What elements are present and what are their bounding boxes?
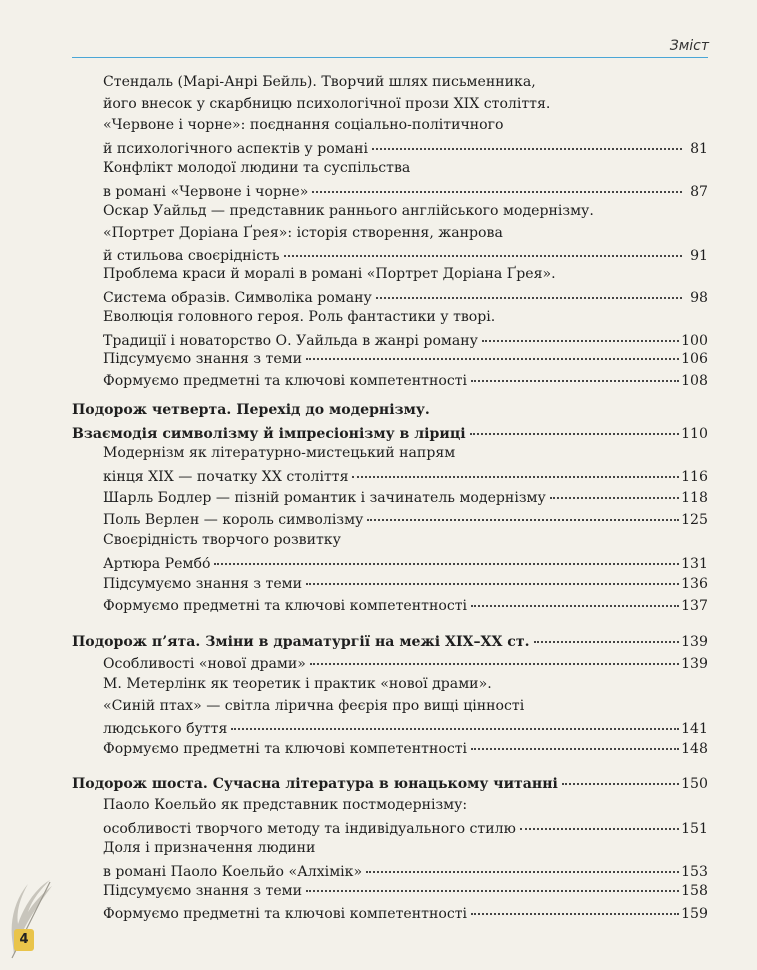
toc-page-number: 153 xyxy=(681,863,708,880)
toc-entry xyxy=(103,902,708,926)
toc-entry-line: М. Метерлінк як теоретик і практик «нової драми». xyxy=(103,676,492,692)
dot-leader xyxy=(562,769,679,785)
dot-leader xyxy=(550,483,679,499)
toc-entry xyxy=(103,72,708,160)
toc-entry xyxy=(103,594,708,618)
dot-leader xyxy=(214,549,679,565)
toc-entry-line: Формуємо предметні та ключові компетентності xyxy=(103,598,468,614)
toc-entry xyxy=(103,201,708,268)
toc-entry-line: особливості творчого методу та індивідуального стилю xyxy=(103,820,516,837)
dot-leader xyxy=(372,134,682,150)
toc-page-number: 100 xyxy=(681,332,708,349)
dot-leader xyxy=(284,241,682,257)
dot-leader xyxy=(471,734,679,750)
dot-leader xyxy=(482,326,679,342)
toc-section-heading xyxy=(72,400,708,445)
toc-page-number: 91 xyxy=(690,248,708,264)
toc-entry-line: Еволюція головного героя. Роль фантастики у творі. xyxy=(103,309,496,325)
toc-entry xyxy=(103,158,708,203)
toc-entry-line: й стильова своєрідність xyxy=(103,248,280,264)
toc-entry-line: й психологічного аспектів у романі xyxy=(103,140,368,157)
toc-page-number: 136 xyxy=(681,576,708,592)
dot-leader xyxy=(471,366,679,382)
toc-entry xyxy=(103,737,708,761)
feather-quill-icon xyxy=(0,862,70,962)
toc-entry-line: Формуємо предметні та ключові компетентності xyxy=(103,373,468,389)
toc-entry-line: Поль Верлен — король символізму xyxy=(103,512,364,528)
toc-page-number: 139 xyxy=(681,656,708,672)
header-rule xyxy=(72,57,708,58)
toc-entry xyxy=(103,369,708,393)
toc-entry-line: Своєрідність творчого розвитку xyxy=(103,532,341,548)
toc-page-number: 116 xyxy=(681,468,708,485)
dot-leader xyxy=(520,814,679,830)
toc-entry-line: людського буття xyxy=(103,721,228,737)
toc-page-number: 110 xyxy=(681,425,708,442)
toc-page-number: 106 xyxy=(681,351,708,367)
toc-page-number: 139 xyxy=(681,634,708,650)
dot-leader xyxy=(367,505,679,521)
toc-entry-line: Модернізм як літературно-мистецький напрям xyxy=(103,445,456,461)
dot-leader xyxy=(471,591,679,607)
dot-leader xyxy=(306,344,679,360)
dot-leader xyxy=(470,419,680,435)
toc-page-number: 118 xyxy=(681,490,708,506)
toc-entry-line: Паоло Коельйо як представник постмодернізму: xyxy=(103,797,468,813)
toc-entry xyxy=(103,264,708,309)
toc-page-number: 158 xyxy=(681,883,708,899)
toc-entry xyxy=(103,652,708,676)
dot-leader xyxy=(471,899,679,915)
toc-page-number: 81 xyxy=(690,140,708,157)
toc-page-number: 151 xyxy=(681,820,708,837)
toc-page-number: 131 xyxy=(681,555,708,572)
toc-page-number: 159 xyxy=(681,906,708,922)
toc-entry-line: Доля і призначення людини xyxy=(103,840,316,856)
page-number-badge: 4 xyxy=(14,929,34,951)
toc-entry xyxy=(103,795,708,840)
toc-entry-line: його внесок у скарбницю психологічної прози XIX століття. xyxy=(103,95,551,112)
dot-leader xyxy=(376,283,682,299)
toc-entry-line: Система образів. Символіка роману xyxy=(103,289,372,306)
toc-page-number: 137 xyxy=(681,598,708,614)
dot-leader xyxy=(534,627,680,643)
dot-leader xyxy=(366,857,679,873)
toc-page-number: 108 xyxy=(681,373,708,389)
toc-entry-line: Особливості «нової драми» xyxy=(103,656,306,672)
toc-page-number: 148 xyxy=(681,741,708,757)
toc-entry-line: Взаємодія символізму й імпресіонізму в ліриці xyxy=(72,425,466,442)
toc-entry-line: Підсумуємо знання з теми xyxy=(103,351,303,367)
toc-entry-line: «Червоне і чорне»: поєднання соціально-політичного xyxy=(103,117,504,133)
toc-entry-line: Проблема краси й моралі в романі «Портрет Доріана Ґрея». xyxy=(103,266,556,282)
toc-page-number: 98 xyxy=(690,289,708,306)
dot-leader xyxy=(306,876,679,892)
toc-entry-line: Конфлікт молодої людини та суспільства xyxy=(103,160,411,176)
running-header-title: Зміст xyxy=(669,38,709,54)
dot-leader xyxy=(312,177,682,193)
toc-page-number: 141 xyxy=(681,721,708,737)
toc-entry-line: Артюра Рембо́ xyxy=(103,555,211,572)
toc-entry-line: в романі «Червоне і чорне» xyxy=(103,183,309,200)
toc-entry-line: Подорож четверта. Перехід до модернізму. xyxy=(72,402,430,418)
toc-page-number: 150 xyxy=(681,776,708,792)
dot-leader xyxy=(310,649,679,665)
toc-entry xyxy=(103,508,708,532)
toc-entry xyxy=(103,674,708,741)
toc-entry-line: «Синій птах» — світла лірична феєрія про вищі цінності xyxy=(103,697,525,714)
toc-entry-line: «Портрет Доріана Ґрея»: історія створення, жанрова xyxy=(103,224,503,241)
dot-leader xyxy=(231,714,679,730)
toc-entry-line: в романі Паоло Коельйо «Алхімік» xyxy=(103,863,363,880)
toc-entry-line: Стендаль (Марі-Анрі Бейль). Творчий шлях письменника, xyxy=(103,74,536,90)
dot-leader xyxy=(352,462,679,478)
toc-entry-line: Подорож шоста. Сучасна література в юнацькому читанні xyxy=(72,776,558,792)
dot-leader xyxy=(306,569,679,585)
toc-section-heading xyxy=(72,772,708,796)
toc-entry-line: Підсумуємо знання з теми xyxy=(103,576,303,592)
toc-entry-line: кінця XIX — початку XX століття xyxy=(103,468,349,485)
toc-entry-line: Подорож п’ята. Зміни в драматургії на межі XIX–XX ст. xyxy=(72,634,530,650)
toc-entry-line: Формуємо предметні та ключові компетентності xyxy=(103,906,468,922)
toc-entry-line: Шарль Бодлер — пізній романтик і зачинатель модернізму xyxy=(103,490,546,506)
toc-page-number: 125 xyxy=(681,512,708,528)
toc-entry xyxy=(103,443,708,488)
toc-entry-line: Традиції і новаторство О. Уайльда в жанрі роману xyxy=(103,332,478,349)
toc-page-number: 87 xyxy=(690,183,708,200)
toc-entry-line: Формуємо предметні та ключові компетентності xyxy=(103,741,468,757)
toc-entry-line: Оскар Уайльд — представник раннього англійського модернізму. xyxy=(103,203,594,219)
toc-entry-line: Підсумуємо знання з теми xyxy=(103,883,303,899)
